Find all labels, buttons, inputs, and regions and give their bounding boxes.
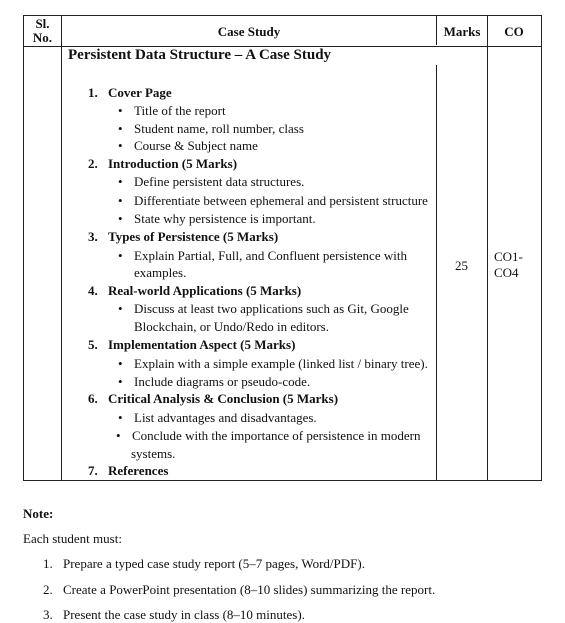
section-number: 3.: [88, 229, 98, 244]
list-item: • Title of the report: [118, 103, 226, 118]
note-item-number: 2.: [43, 582, 53, 597]
note-heading: Note:: [23, 506, 54, 521]
header-sl-no: [24, 17, 61, 45]
note-item: [43, 607, 305, 623]
section-title: Cover Page: [108, 85, 172, 100]
header-co: CO: [504, 24, 524, 39]
section-number: 4.: [88, 283, 98, 298]
bullet-icon: •: [116, 428, 121, 443]
bullet-icon: •: [118, 248, 123, 263]
bullet-icon: •: [118, 121, 123, 136]
list-item: • Explain Partial, Full, and Confluent persistence with: [118, 248, 407, 263]
section-types-of-persistence: [88, 229, 278, 245]
table-col-divider-1: [61, 15, 62, 480]
bullet-icon: •: [118, 301, 123, 316]
bullet-icon: •: [118, 410, 123, 425]
co-value-line2: CO4: [494, 265, 519, 280]
section-number: 1.: [88, 85, 98, 100]
bullet-icon: •: [118, 174, 123, 189]
list-item: • Student name, roll number, class: [118, 121, 304, 136]
section-references: [88, 463, 168, 479]
bullet-icon: •: [118, 356, 123, 371]
note-item: [43, 582, 435, 598]
list-item-continuation: systems.: [131, 446, 176, 461]
co-value-line1: CO1-: [494, 249, 523, 264]
list-item: • Define persistent data structures.: [118, 174, 305, 189]
note-item-number: 1.: [43, 556, 53, 571]
list-item: • Course & Subject name: [118, 138, 258, 153]
list-item: • Discuss at least two applications such as Git, Google: [118, 301, 409, 316]
table-col-divider-2-lower: [436, 65, 437, 480]
section-critical-analysis: [88, 391, 338, 407]
note-item-text: Create a PowerPoint presentation (8–10 slides) summarizing the report.: [63, 582, 436, 597]
note-intro: Each student must:: [23, 531, 122, 546]
bullet-icon: •: [118, 193, 123, 208]
list-item-continuation: examples.: [134, 265, 187, 280]
bullet-icon: •: [118, 374, 123, 389]
header-sl-line1: Sl.: [35, 16, 50, 31]
list-item: • State why persistence is important.: [118, 211, 316, 226]
header-case-study: Case Study: [217, 24, 281, 39]
section-introduction: [88, 156, 237, 172]
co-value: [494, 249, 523, 281]
list-item: • Include diagrams or pseudo-code.: [118, 374, 311, 389]
section-implementation-aspect: [88, 337, 295, 353]
section-number: 2.: [88, 156, 98, 171]
list-item-continuation: Blockchain, or Undo/Redo in editors.: [134, 319, 329, 334]
section-number: 5.: [88, 337, 98, 352]
table-col-divider-3: [487, 15, 488, 480]
section-number: 6.: [88, 391, 98, 406]
marks-value: 25: [455, 258, 468, 273]
note-item-number: 3.: [43, 607, 53, 622]
list-item: • Explain with a simple example (linked list / binary tree).: [118, 356, 428, 371]
header-sl-line2: No.: [32, 30, 53, 45]
bullet-icon: •: [118, 138, 123, 153]
list-item: • List advantages and disadvantages.: [118, 410, 317, 425]
section-title: References: [108, 463, 169, 478]
section-title: Types of Persistence (5 Marks): [108, 229, 279, 244]
section-real-world-applications: [88, 283, 301, 299]
section-title: Implementation Aspect (5 Marks): [108, 337, 296, 352]
section-cover-page: [88, 85, 172, 101]
list-item: • Differentiate between ephemeral and persistent structure: [118, 193, 428, 208]
list-item: • Conclude with the importance of persistence in modern: [116, 428, 421, 443]
bullet-icon: •: [118, 103, 123, 118]
note-item: [43, 556, 365, 572]
note-item-text: Prepare a typed case study report (5–7 pages, Word/PDF).: [63, 556, 365, 571]
note-item-text: Present the case study in class (8–10 minutes).: [63, 607, 305, 622]
section-title: Critical Analysis & Conclusion (5 Marks): [108, 391, 339, 406]
section-number: 7.: [88, 463, 98, 478]
section-title: Introduction (5 Marks): [108, 156, 238, 171]
bullet-icon: •: [118, 211, 123, 226]
section-title: Real-world Applications (5 Marks): [108, 283, 302, 298]
header-marks: Marks: [443, 24, 481, 39]
case-study-title: Persistent Data Structure – A Case Study: [68, 47, 332, 63]
